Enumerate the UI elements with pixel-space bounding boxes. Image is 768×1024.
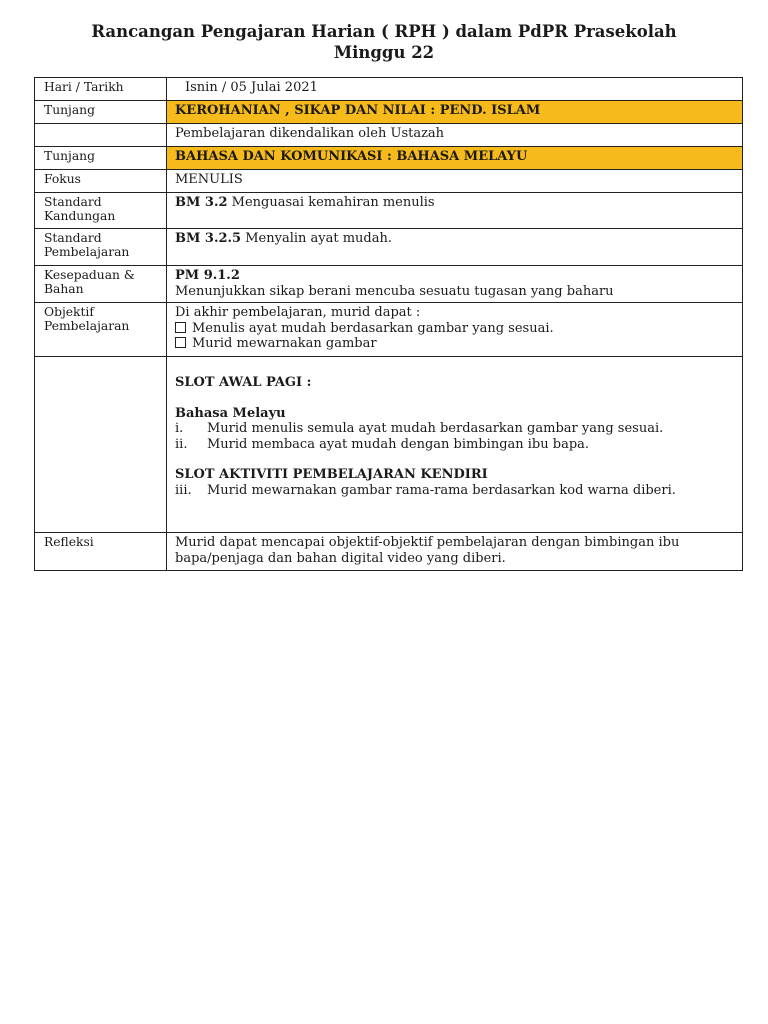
- list-text: Murid mewarnakan gambar rama-rama berdasarkan kod warna diberi.: [207, 482, 676, 498]
- list-number: i.: [175, 421, 184, 436]
- rph-table: [34, 77, 743, 571]
- value-objektif: [167, 303, 743, 357]
- checkbox-icon: [175, 322, 186, 333]
- label-line: Objektif: [44, 305, 94, 319]
- value-aktiviti: [167, 357, 743, 533]
- value-tunjang-2: BAHASA DAN KOMUNIKASI : BAHASA MELAYU: [167, 147, 743, 170]
- checkbox-icon: [175, 337, 186, 348]
- label-refleksi: Refleksi: [35, 533, 167, 571]
- label-line: Standard: [44, 195, 102, 209]
- label-line: Pembelajaran: [44, 245, 130, 259]
- sp-code: BM 3.2.5: [175, 231, 242, 246]
- title-line-2: Minggu 22: [333, 43, 435, 62]
- label-line: Standard: [44, 231, 102, 245]
- row-tunjang-1: [35, 101, 743, 124]
- label-tunjang-2: Tunjang: [35, 147, 167, 170]
- label-fokus: Fokus: [35, 170, 167, 193]
- spacer: [175, 391, 734, 406]
- objektif-item-text: Murid mewarnakan gambar: [192, 336, 377, 351]
- sp-text: Menyalin ayat mudah.: [245, 231, 393, 246]
- list-number: iii.: [175, 482, 192, 498]
- list-item: [175, 483, 734, 499]
- row-hari-tarikh: [35, 78, 743, 101]
- title-line-1: Rancangan Pengajaran Harian ( RPH ) dalam PdPR Prasekolah: [91, 22, 677, 41]
- objektif-item: [175, 321, 734, 337]
- value-note: Pembelajaran dikendalikan oleh Ustazah: [167, 124, 743, 147]
- list-item: [175, 421, 734, 437]
- label-hari-tarikh: Hari / Tarikh: [35, 78, 167, 101]
- label-line: Pembelajaran: [44, 319, 130, 333]
- label-empty: [35, 124, 167, 147]
- value-tunjang-1: KEROHANIAN , SIKAP DAN NILAI : PEND. ISLAM: [167, 101, 743, 124]
- label-standard-kandungan: [35, 193, 167, 229]
- value-kesepaduan: [167, 266, 743, 303]
- label-line: Kesepaduan &: [44, 268, 135, 282]
- sk-text: Menguasai kemahiran menulis: [231, 195, 435, 210]
- row-aktiviti: [35, 357, 743, 533]
- row-note: [35, 124, 743, 147]
- list-text: Murid menulis semula ayat mudah berdasarkan gambar yang sesuai.: [207, 421, 664, 436]
- slot-awal-pagi: SLOT AWAL PAGI :: [175, 375, 312, 390]
- objektif-item-text: Menulis ayat mudah berdasarkan gambar yang sesuai.: [192, 320, 554, 336]
- list-number: ii.: [175, 436, 188, 452]
- row-tunjang-2: [35, 147, 743, 170]
- label-standard-pembelajaran: [35, 229, 167, 266]
- objektif-intro: Di akhir pembelajaran, murid dapat :: [175, 305, 421, 320]
- spacer: [175, 452, 734, 467]
- document-title: [0, 21, 768, 63]
- value-refleksi: Murid dapat mencapai objektif-objektif pembelajaran dengan bimbingan ibu bapa/penjaga dan bahan digital video yang diberi.: [167, 533, 743, 571]
- list-text: Murid membaca ayat mudah dengan bimbingan ibu bapa.: [207, 436, 590, 452]
- kesepaduan-text: Menunjukkan sikap berani mencuba sesuatu tugasan yang baharu: [175, 283, 614, 299]
- sk-code: BM 3.2: [175, 195, 228, 210]
- label-line: Kandungan: [44, 209, 116, 223]
- slot-kendiri: SLOT AKTIVITI PEMBELAJARAN KENDIRI: [175, 467, 488, 482]
- row-standard-kandungan: [35, 193, 743, 229]
- list-item: [175, 437, 734, 453]
- value-fokus: MENULIS: [167, 170, 743, 193]
- value-standard-kandungan: [167, 193, 743, 229]
- row-refleksi: [35, 533, 743, 571]
- row-objektif: [35, 303, 743, 357]
- subject-heading: Bahasa Melayu: [175, 405, 286, 421]
- value-standard-pembelajaran: [167, 229, 743, 266]
- label-kesepaduan: [35, 266, 167, 303]
- kesepaduan-code: PM 9.1.2: [175, 268, 240, 283]
- value-hari-tarikh: Isnin / 05 Julai 2021: [167, 78, 743, 101]
- label-objektif: [35, 303, 167, 357]
- label-aktiviti-empty: [35, 357, 167, 533]
- label-line: Bahan: [44, 282, 84, 296]
- row-fokus: [35, 170, 743, 193]
- row-kesepaduan: [35, 266, 743, 303]
- label-tunjang-1: Tunjang: [35, 101, 167, 124]
- row-standard-pembelajaran: [35, 229, 743, 266]
- objektif-item: [175, 336, 734, 352]
